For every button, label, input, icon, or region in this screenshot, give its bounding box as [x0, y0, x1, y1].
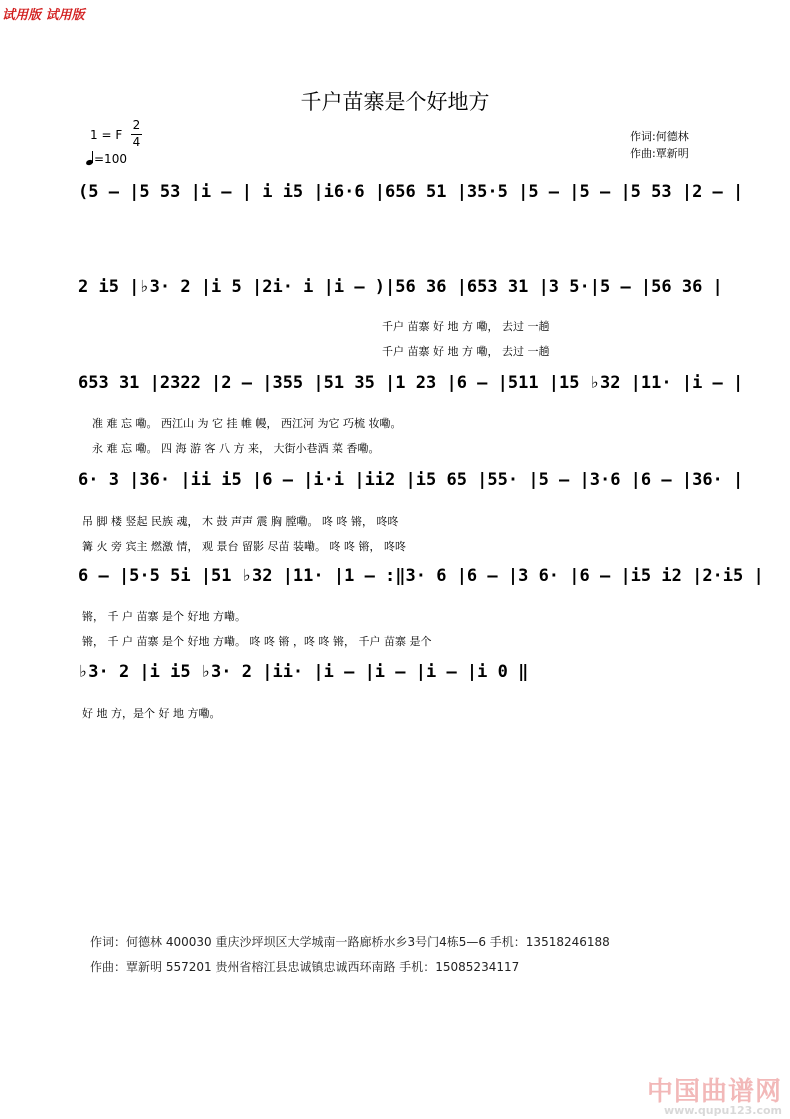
lyricist-credit: 作词:何德林	[630, 130, 689, 143]
lyric-line: 千户 苗寨 好 地 方 嘞， 去过 一趟	[382, 345, 550, 358]
lyric-line: 准 难 忘 嘞。 西江山 为 它 挂 帷 幔， 西江河 为它 巧梳 妆嘞。	[92, 417, 402, 430]
quarter-note-icon	[86, 151, 94, 165]
composer-credit: 作曲:覃新明	[630, 147, 689, 160]
footer-lyricist-contact: 作词：何德林 400030 重庆沙坪坝区大学城南一路廊桥水乡3号门4栋5—6 手机：13518246188	[90, 935, 610, 949]
time-signature	[131, 118, 142, 150]
notation-system-5: 6 – |5·5 5i |51 ♭32 |11· |1 – :‖3· 6 |6 – |3 6· |6 – |i5 i2 |2·i5 |	[78, 566, 764, 586]
lyric-line: 千户 苗寨 好 地 方 嘞， 去过 一趟	[382, 320, 550, 333]
lyric-line: 锵， 千 户 苗寨 是个 好地 方嘞。	[82, 610, 246, 623]
notation-system-1: (5 – |5 53 |i – | i i5 |i6·6 |656 51 |35·5 |5 – |5 – |5 53 |2 – |	[78, 182, 744, 202]
meter-bottom: 4	[132, 135, 141, 149]
song-title: 千户苗寨是个好地方	[300, 90, 490, 114]
notation-system-6: ♭3· 2 |i i5 ♭3· 2 |ii· |i – |i – |i – |i 0 ‖	[78, 662, 529, 682]
notation-system-2: 2 i5 |♭3· 2 |i 5 |2i· i |i – )|56 36 |653 31 |3 5·|5 – |56 36 |	[78, 277, 723, 297]
lyric-line: 好 地 方，是个 好 地 方嘞。	[82, 707, 221, 720]
key-signature: 1 = F	[90, 128, 123, 142]
site-logo-name: 中国曲谱网	[646, 1077, 782, 1107]
lyric-line: 永 难 忘 嘞。 四 海 游 客 八 方 来， 大街小巷酒 菜 香嘞。	[92, 442, 380, 455]
lyric-line: 吊 脚 楼 竖起 民族 魂， 木 鼓 声声 震 胸 膛嘞。 咚 咚 锵， 咚咚	[82, 515, 399, 528]
meter-top: 2	[132, 118, 141, 132]
site-logo-url: www.qupu123.com	[663, 1104, 782, 1117]
tempo-marking	[86, 151, 127, 166]
notation-system-4: 6· 3 |36· |ii i5 |6 – |i·i |ii2 |i5 65 |55· |5 – |3·6 |6 – |36· |	[78, 470, 744, 490]
tempo-value: =100	[94, 152, 127, 166]
lyric-line: 锵， 千 户 苗寨 是个 好地 方嘞。 咚 咚 锵 ，咚 咚 锵， 千户 苗寨 是个	[82, 635, 432, 648]
footer-composer-contact: 作曲：覃新明 557201 贵州省榕江县忠诚镇忠诚西环南路 手机：15085234117	[90, 960, 520, 974]
site-logo	[647, 1071, 782, 1117]
lyric-line: 篝 火 旁 宾主 燃激 情， 观 景台 留影 尽苗 装嘞。 咚 咚 锵， 咚咚	[82, 540, 406, 553]
trial-watermark: 试用版 试用版	[2, 8, 85, 23]
notation-system-3: 653 31 |2322 |2 – |355 |51 35 |1 23 |6 – |511 |15 ♭32 |11· |i – |	[78, 373, 744, 393]
